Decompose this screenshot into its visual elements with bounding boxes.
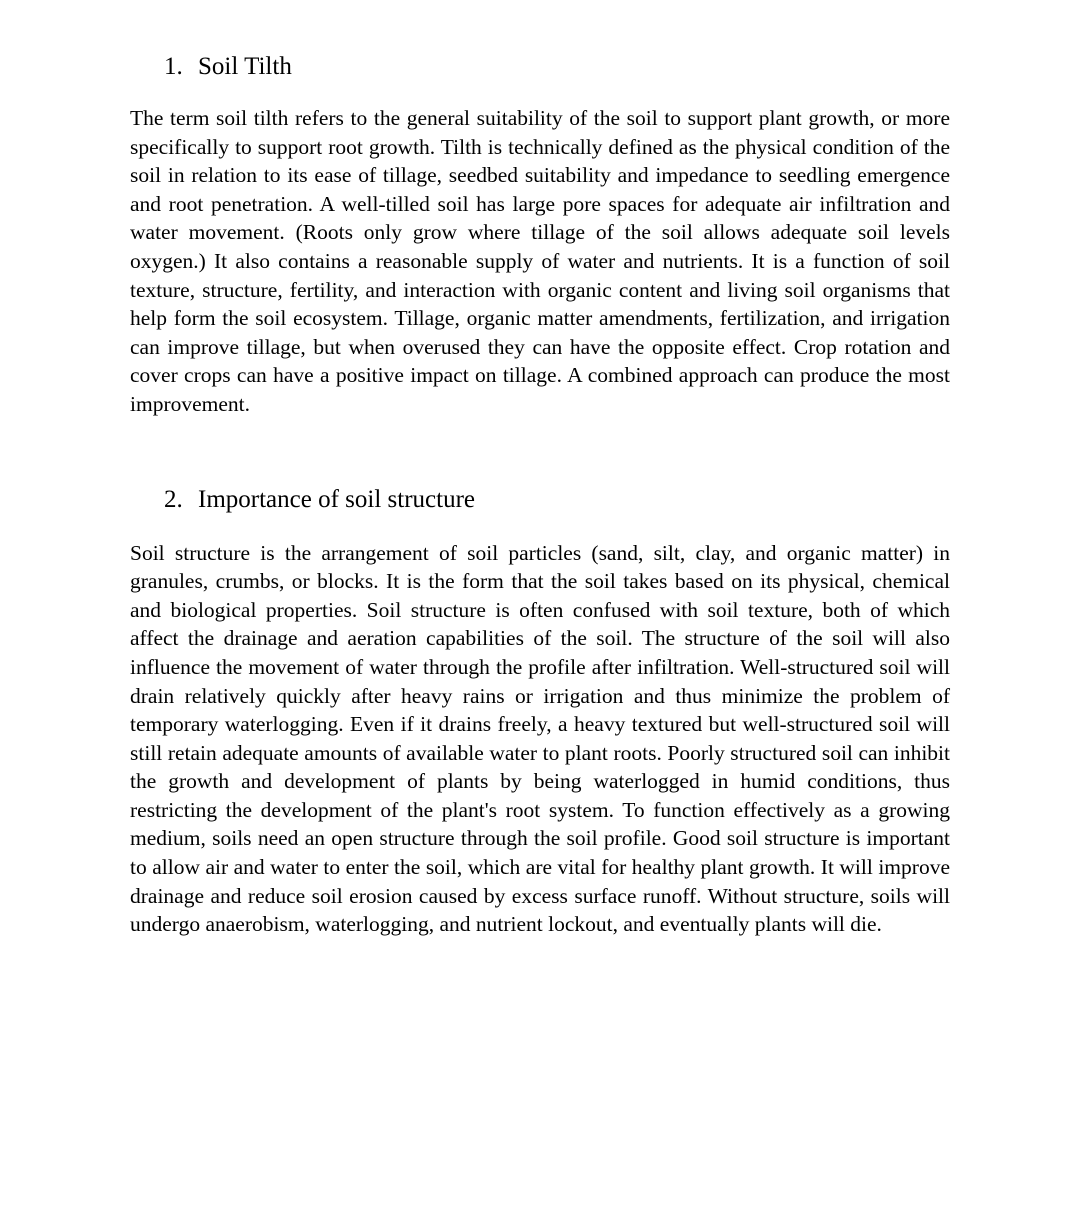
section-2-heading (164, 485, 950, 515)
section-soil-tilth (130, 52, 950, 419)
section-1-heading (164, 52, 950, 82)
section-1-paragraph: The term soil tilth refers to the general suitability of the soil to support plant growth, or more specifically to support root growth. Tilth is technically defined as the physical condition of the soil in relation to its ease of tillage, seedbed suitability and impedance to seedling emergence and root penetration. A well-tilled soil has large pore spaces for adequate air infiltration and water movement. (Roots only grow where tillage of the soil allows adequate soil levels oxygen.) It also contains a reasonable supply of water and nutrients. It is a function of soil texture, structure, fertility, and interaction with organic content and living soil organisms that help form the soil ecosystem. Tillage, organic matter amendments, fertilization, and irrigation can improve tillage, but when overused they can have the opposite effect. Crop rotation and cover crops can have a positive impact on tillage. A combined approach can produce the most improvement. (130, 106, 950, 416)
section-spacer (130, 419, 950, 485)
section-2-paragraph: Soil structure is the arrangement of soil particles (sand, silt, clay, and organic matter) in granules, crumbs, or blocks. It is the form that the soil takes based on its physical, chemical and biological properties. Soil structure is often confused with soil texture, both of which affect the drainage and aeration capabilities of the soil. The structure of the soil will also influence the movement of water through the profile after infiltration. Well-structured soil will drain relatively quickly after heavy rains or irrigation and thus minimize the problem of temporary waterlogging. Even if it drains freely, a heavy textured but well-structured soil will still retain adequate amounts of available water to plant roots. Poorly structured soil can inhibit the growth and development of plants by being waterlogged in humid conditions, thus restricting the development of the plant's root system. To function effectively as a growing medium, soils need an open structure through the soil profile. Good soil structure is important to allow air and water to enter the soil, which are vital for healthy plant growth. It will improve drainage and reduce soil erosion caused by excess surface runoff. Without structure, soils will undergo anaerobism, waterlogging, and nutrient lockout, and eventually plants will die. (130, 540, 950, 937)
section-1-number: 1. (164, 53, 183, 80)
section-importance-of-soil-structure (130, 485, 950, 939)
section-1-title: Soil Tilth (198, 53, 292, 80)
section-2-title: Importance of soil structure (198, 485, 475, 513)
section-2-number: 2. (164, 485, 183, 513)
